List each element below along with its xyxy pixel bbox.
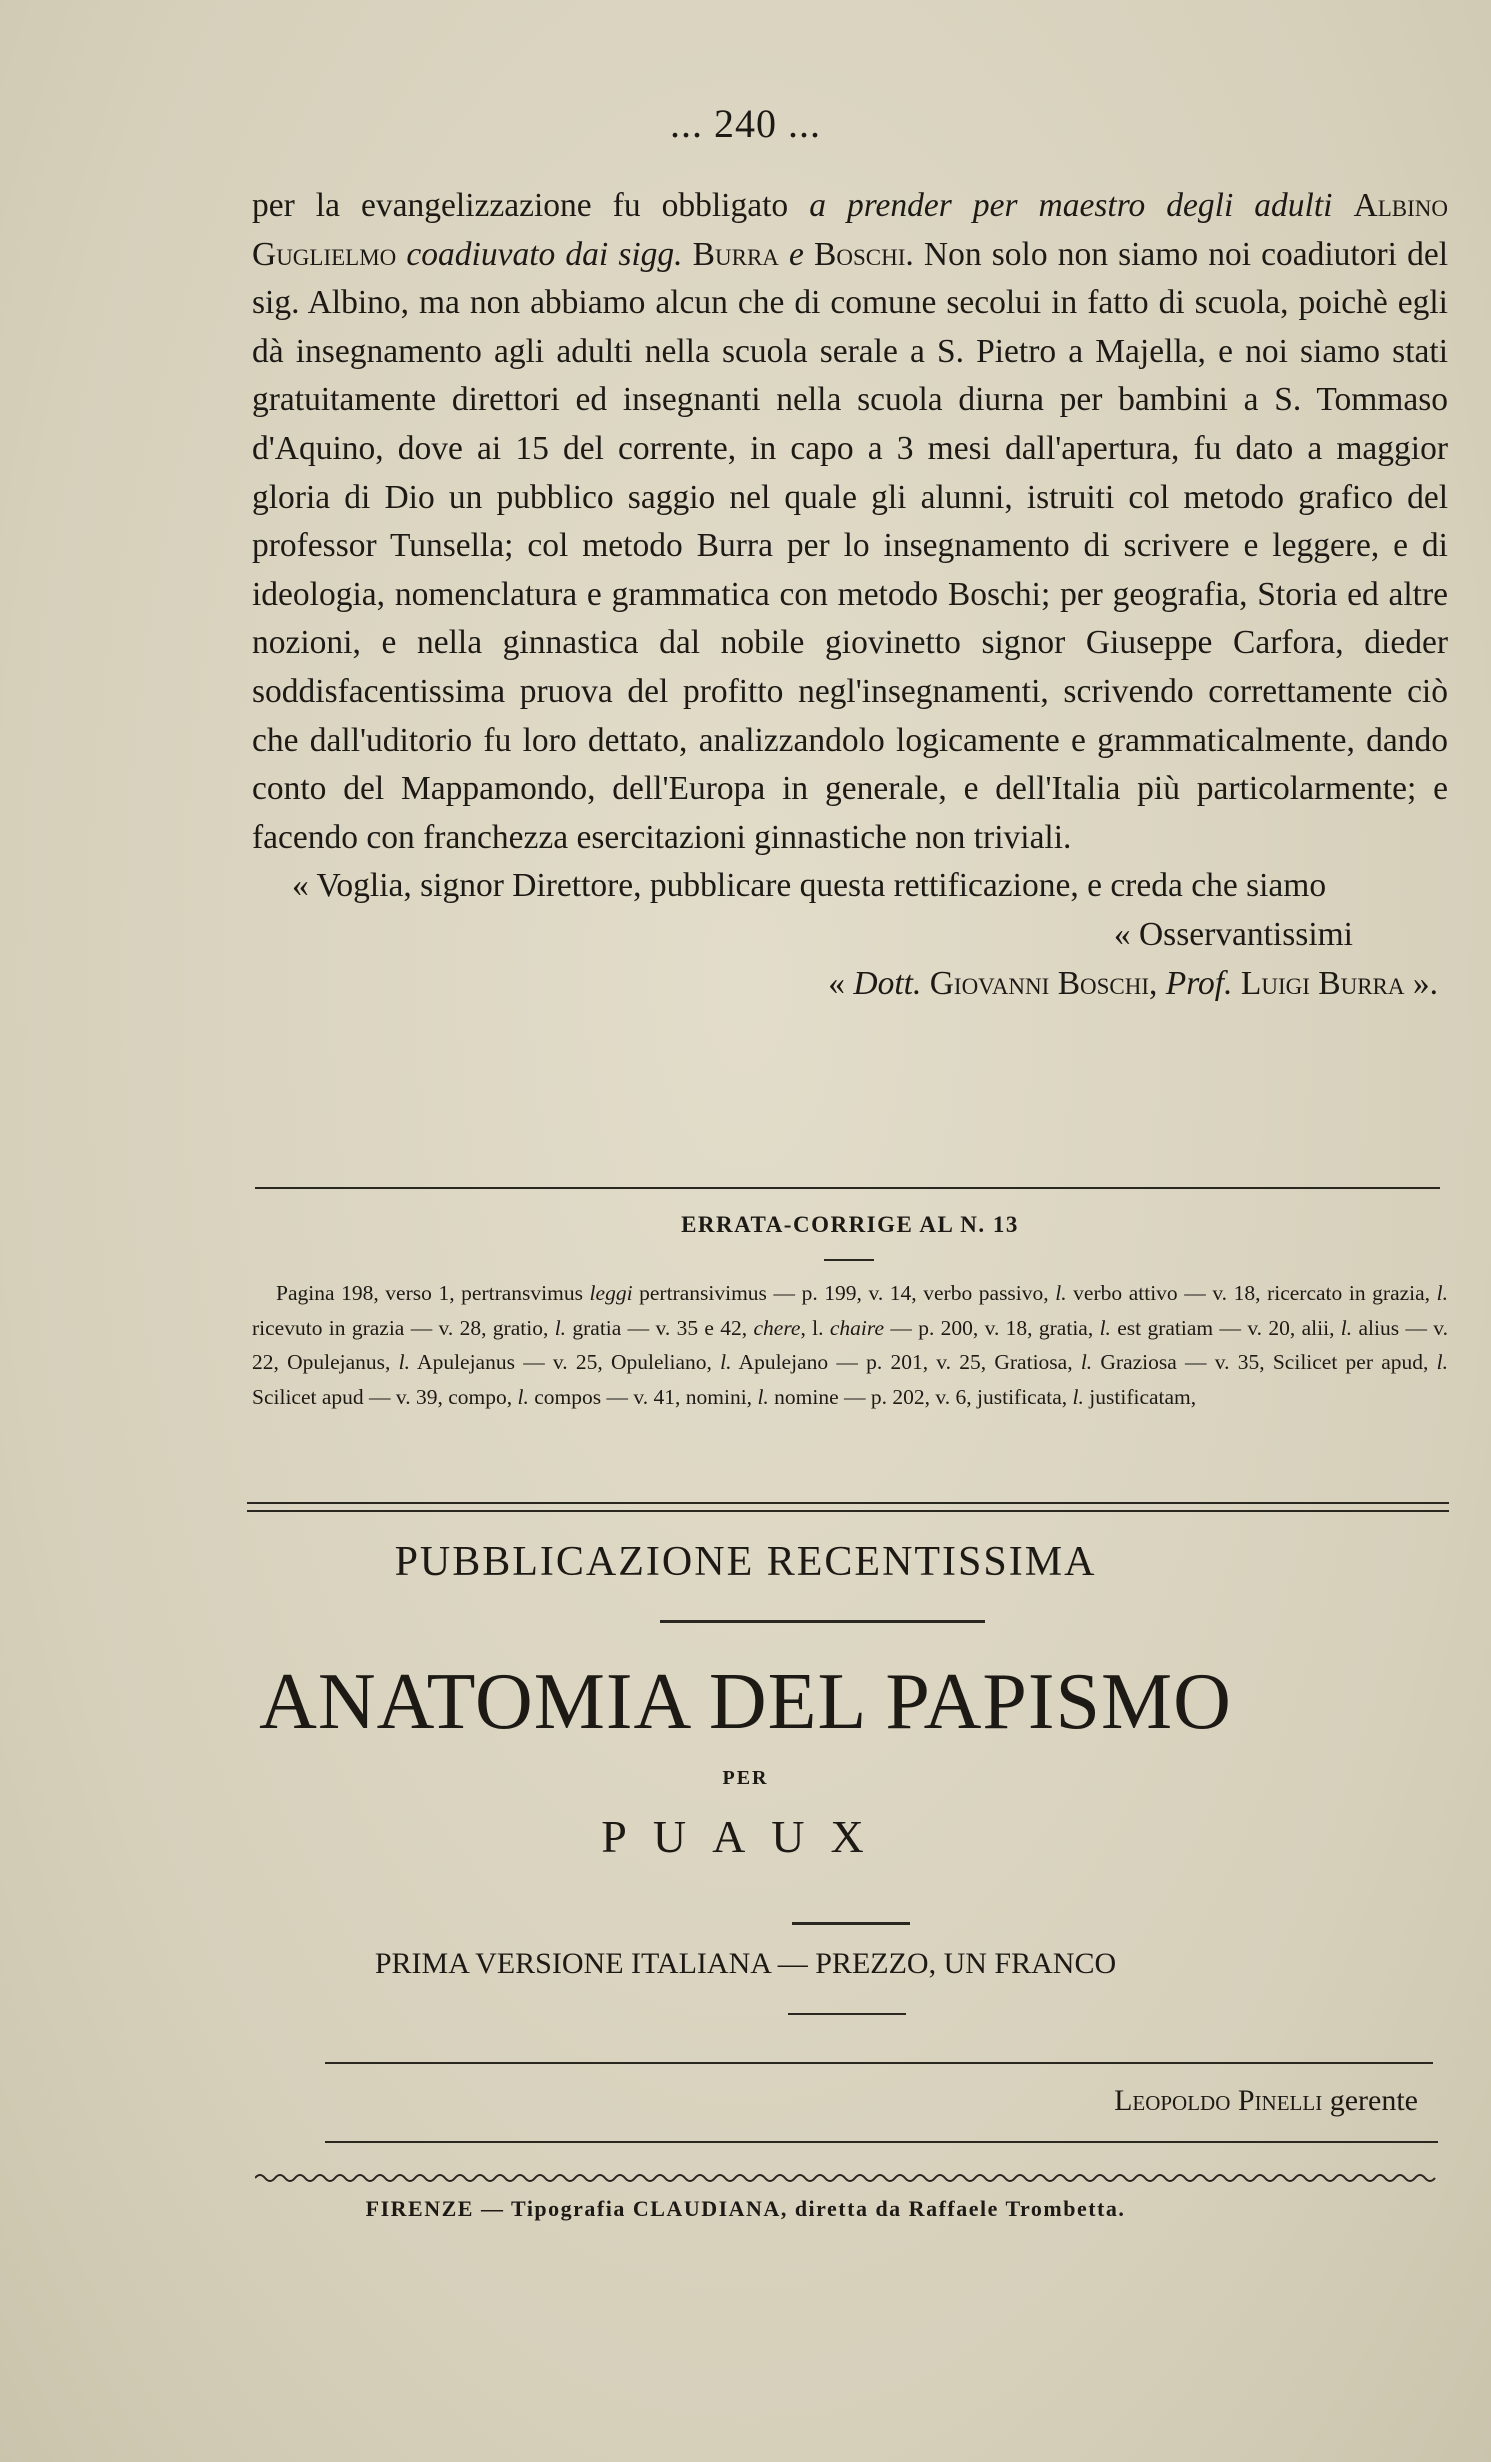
letter-paragraph-1: per la evangelizzazione fu obbligato a prender per maestro degli adulti Albino Guglielmo coadiuvato dai sigg. Burra e Boschi. Non solo non siamo noi coadiutori del sig. Albino, ma non abbiamo alcun che di comune secolui in fatto di scuola, poichè egli dà insegnamento agli adulti nella scuola serale a S. Pietro a Majella, e noi siamo stati gratuitamente direttori ed insegnanti nella scuola diurna per bambini a S. Tommaso d'Aquino, dove ai 15 del corrente, in capo a 3 mesi dall'apertura, fu dato a maggior gloria di Dio un pubblico saggio nel quale gli alunni, istruiti col metodo grafico del professor Tunsella; col metodo Burra per lo insegnamento di scrivere e leggere, e di ideologia, nomenclatura e grammatica con metodo Boschi; per geografia, Storia ed altre nozioni, e nella ginnastica dal nobile giovinetto signor Giuseppe Carfora, dieder soddisfacentissima pruova del profitto negl'insegnamenti, scrivendo correttamente ciò che dall'uditorio fu loro dettato, analizzandolo logicamente e grammaticalmente, dando conto del Mappamondo, dell'Europa in generale, e dell'Italia più particolarmente; e facendo con franchezza esercitazioni ginnastiche non triviali.	[252, 187, 1449, 856]
double-rule-top	[247, 1502, 1449, 1504]
errata-short-rule	[824, 1259, 874, 1261]
per-label: PER	[722, 1767, 769, 1789]
gerente-rule-top	[325, 2062, 1433, 2064]
gerente-line: Leopoldo Pinelli gerente	[1114, 2084, 1418, 2117]
page-number: ... 240 ...	[670, 101, 821, 146]
divider-rule	[255, 1187, 1440, 1189]
errata-title: ERRATA-CORRIGE AL N. 13	[681, 1212, 1019, 1237]
double-rule-bottom	[247, 1510, 1449, 1512]
wavy-ornament-rule	[255, 2172, 1440, 2184]
edition-price: PRIMA VERSIONE ITALIANA — PREZZO, UN FRANCO	[374, 1947, 1117, 1980]
errata-body: Pagina 198, verso 1, pertransvimus leggi pertransivimus — p. 199, v. 14, verbo passivo, l. verbo attivo — v. 18, ricercato in grazia, l. ricevuto in grazia — v. 28, gratio, l. gratia — v. 35 e 42, chere, l. chaire — p. 200, v. 18, gratia, l. est gratiam — v. 20, alii, l. alius — v. 22, Opulejanus, l. Apulejanus — v. 25, Opuleliano, l. Apulejano — p. 201, v. 25, Gratiosa, l. Graziosa — v. 35, Scilicet per apud, l. Scilicet apud — v. 39, compo, l. compos — v. 41, nomini, l. nomine — p. 202, v. 6, justificata, l. justificatam,	[252, 1281, 1449, 1409]
printer-imprint: FIRENZE — Tipografia CLAUDIANA, diretta da Raffaele Trombetta.	[365, 2196, 1126, 2221]
book-title: ANATOMIA DEL PAPISMO	[259, 1658, 1232, 1746]
edition-underline	[788, 2013, 906, 2015]
letter-body	[252, 182, 1448, 1008]
heading-underline	[660, 1620, 985, 1623]
gerente-rule-bottom	[325, 2141, 1438, 2143]
letter-closing: « Osservantissimi	[1113, 915, 1353, 953]
letter-signature: « Dott. Giovanni Boschi, Prof. Luigi Burra ».	[828, 964, 1438, 1002]
book-author: PUAUX	[601, 1811, 890, 1862]
letter-paragraph-2: « Voglia, signor Direttore, pubblicare questa rettificazione, e creda che siamo	[292, 867, 1327, 905]
publication-heading: PUBBLICAZIONE RECENTISSIMA	[394, 1539, 1097, 1585]
author-underline	[792, 1922, 910, 1925]
